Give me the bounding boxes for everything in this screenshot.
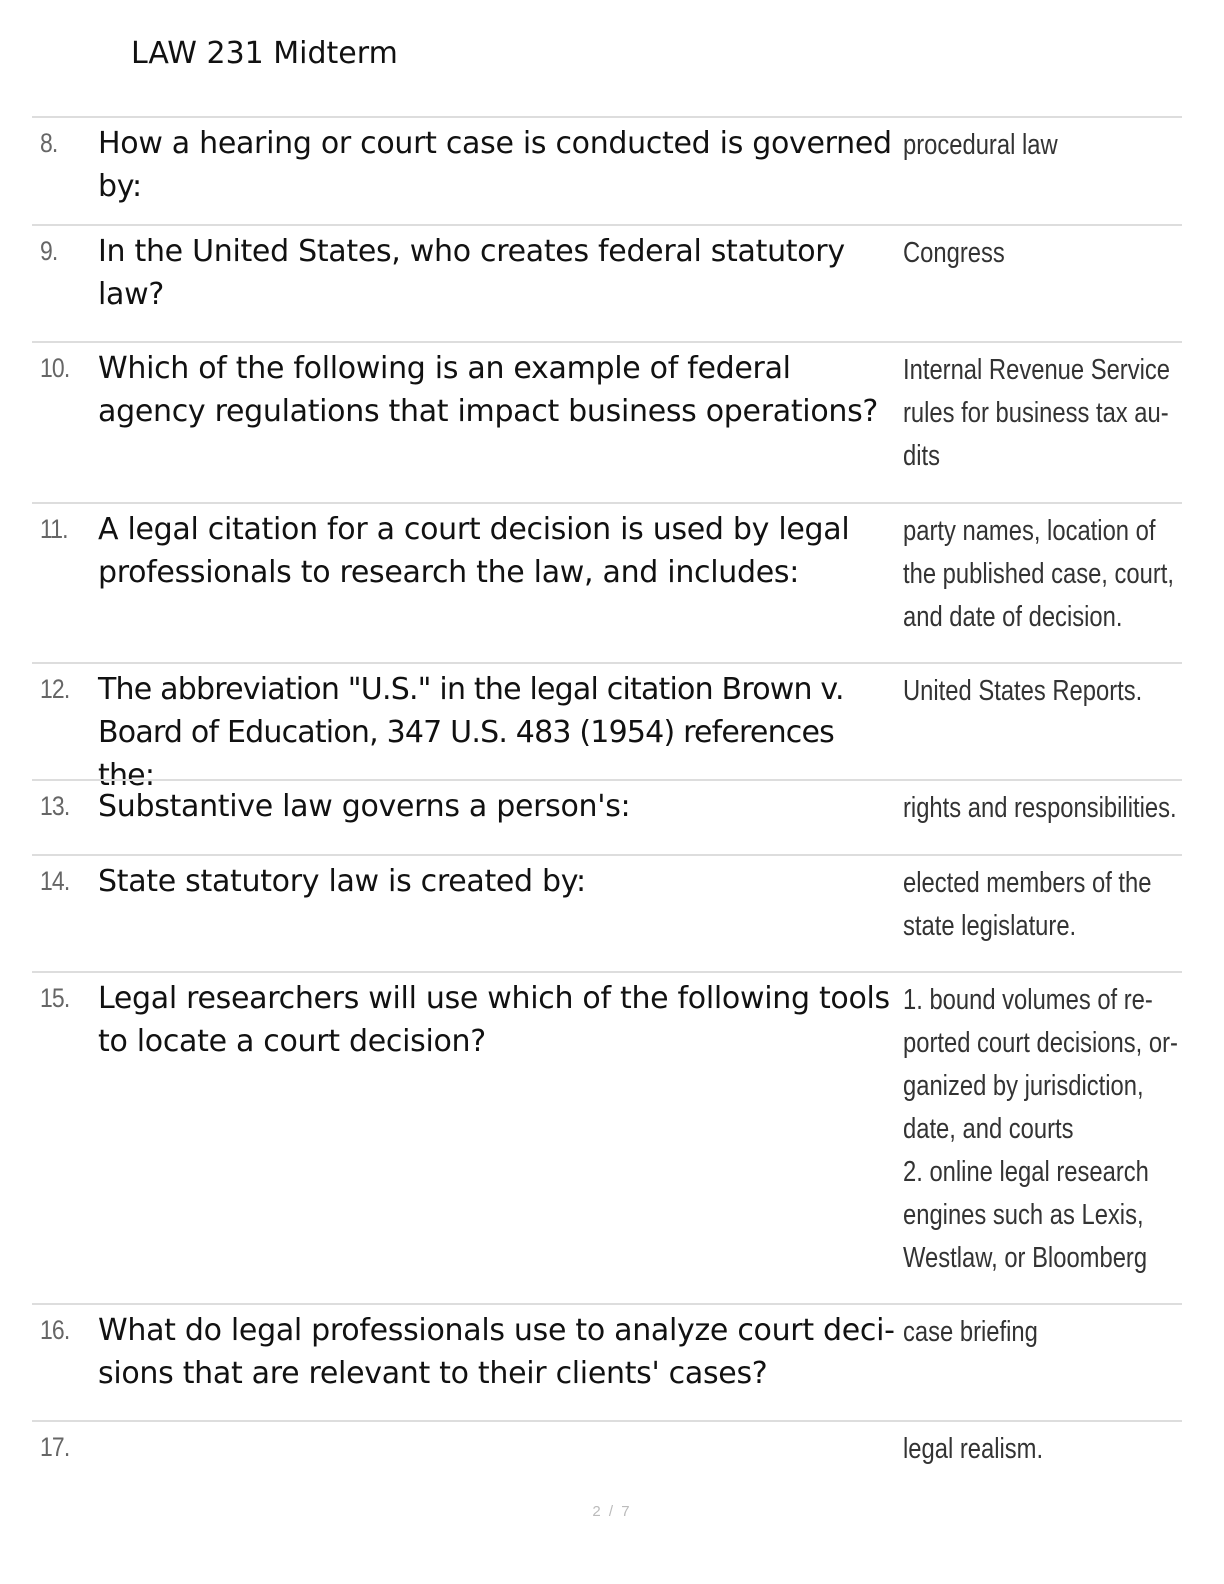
answer-line: rules for business tax au- xyxy=(903,397,1169,429)
document-title: LAW 231 Midterm xyxy=(131,36,398,71)
question-number: 11. xyxy=(40,514,68,544)
answer-line: elected members of the xyxy=(903,867,1152,899)
answer-line: the published case, court, xyxy=(903,558,1174,590)
answer-line: 2. online legal research xyxy=(903,1156,1149,1188)
answer-line: party names, location of xyxy=(903,515,1156,547)
answer-line: rights and responsibilities. xyxy=(903,792,1177,824)
answer-text xyxy=(903,787,1177,830)
question-number: 16. xyxy=(40,1315,70,1345)
question-number: 8. xyxy=(40,128,58,158)
question-number: 12. xyxy=(40,674,70,704)
question-text: Substantive law governs a person's: xyxy=(98,789,631,824)
question-row xyxy=(32,224,1182,341)
question-row xyxy=(32,341,1182,502)
answer-line: legal realism. xyxy=(903,1433,1044,1465)
answer-line: 1. bound volumes of re- xyxy=(903,984,1153,1016)
question-list xyxy=(32,116,1182,1490)
answer-text xyxy=(903,510,1174,639)
question-text: How a hearing or court case is conducted is governed by: xyxy=(98,126,892,204)
answer-line: state legislature. xyxy=(903,910,1077,942)
question-row xyxy=(32,116,1182,224)
answer-line: ganized by jurisdiction, xyxy=(903,1070,1144,1102)
question-row xyxy=(32,662,1182,793)
question-row xyxy=(32,971,1182,1303)
question-number: 15. xyxy=(40,983,70,1013)
answer-line: United States Reports. xyxy=(903,675,1143,707)
answer-text xyxy=(903,124,1174,167)
answer-line: Congress xyxy=(903,237,1005,269)
question-number: 9. xyxy=(40,236,58,266)
question-text: What do legal professionals use to analyze court deci- sions that are relevant to their clients' cases? xyxy=(98,1313,895,1391)
question-number: 17. xyxy=(40,1432,70,1462)
page-indicator: 2 / 7 xyxy=(592,1503,632,1520)
question-number: 14. xyxy=(40,866,70,896)
answer-line: procedural law xyxy=(903,129,1058,161)
answer-text xyxy=(903,862,1174,948)
question-row xyxy=(32,854,1182,971)
answer-text xyxy=(903,670,1174,713)
answer-line: Westlaw, or Bloomberg xyxy=(903,1242,1148,1274)
answer-line: engines such as Lexis, xyxy=(903,1199,1144,1231)
question-row xyxy=(32,1303,1182,1420)
question-number: 13. xyxy=(40,791,70,821)
answer-line: ported court decisions, or- xyxy=(903,1027,1178,1059)
question-text: Legal researchers will use which of the following tools to locate a court decision? xyxy=(98,981,890,1059)
answer-text xyxy=(903,232,1174,275)
question-row xyxy=(32,502,1182,662)
question-text: The abbreviation "U.S." in the legal citation Brown v. Board of Education, 347 U.S. 483 (1954) references the: xyxy=(98,672,844,793)
question-text: A legal citation for a court decision is used by legal professionals to research the law, and includes: xyxy=(98,512,850,590)
question-row xyxy=(32,779,1182,854)
answer-text xyxy=(903,979,1178,1280)
question-text: Which of the following is an example of federal agency regulations that impact business operations? xyxy=(98,351,879,429)
answer-text xyxy=(903,349,1174,478)
answer-text xyxy=(903,1311,1174,1354)
answer-line: Internal Revenue Service xyxy=(903,354,1171,386)
answer-text xyxy=(903,1428,1174,1471)
answer-line: date, and courts xyxy=(903,1113,1074,1145)
answer-line: case briefing xyxy=(903,1316,1038,1348)
question-row xyxy=(32,1420,1182,1490)
answer-line: dits xyxy=(903,440,941,472)
question-text: In the United States, who creates federal statutory law? xyxy=(98,234,845,312)
question-number: 10. xyxy=(40,353,70,383)
answer-line: and date of decision. xyxy=(903,601,1123,633)
question-text: State statutory law is created by: xyxy=(98,864,586,899)
